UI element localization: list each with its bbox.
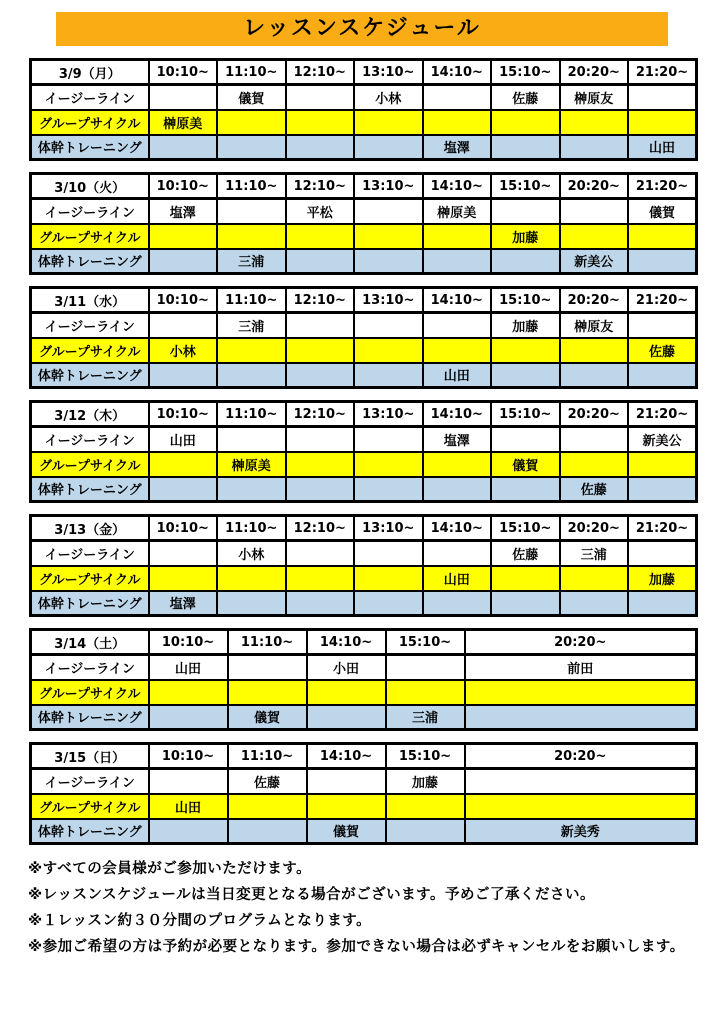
- schedule-cell: 榊原友: [560, 313, 629, 338]
- schedule-cell: 佐藤: [628, 338, 697, 363]
- schedule-cell: 小林: [354, 85, 423, 110]
- time-header-cell: 11:10~: [228, 744, 307, 769]
- date-cell: 3/13（金）: [31, 516, 149, 541]
- program-row: [31, 794, 697, 819]
- schedule-cell: [217, 224, 286, 249]
- date-cell: 3/10（火）: [31, 174, 149, 199]
- schedule-cell: 儀賀: [491, 452, 560, 477]
- schedule-cell: 儀賀: [307, 819, 386, 844]
- schedule-cell: [423, 224, 492, 249]
- row-label-cell: グループサイクル: [31, 680, 149, 705]
- schedule-cell: [560, 110, 629, 135]
- program-row: [31, 363, 697, 388]
- time-header-cell: 10:10~: [149, 516, 218, 541]
- schedule-cell: [149, 363, 218, 388]
- schedule-cell: [217, 591, 286, 616]
- schedule-cell: 佐藤: [491, 85, 560, 110]
- table-header-row: [31, 744, 697, 769]
- schedule-cell: [286, 313, 355, 338]
- date-cell: 3/14（土）: [31, 630, 149, 655]
- time-header-cell: 12:10~: [286, 174, 355, 199]
- schedule-cell: [628, 313, 697, 338]
- schedule-cell: 榊原美: [423, 199, 492, 224]
- program-row: [31, 452, 697, 477]
- schedule-cell: 小林: [217, 541, 286, 566]
- schedule-cell: [386, 819, 465, 844]
- time-header-cell: 14:10~: [423, 288, 492, 313]
- row-label-cell: 体幹トレーニング: [31, 819, 149, 844]
- schedule-cell: [149, 680, 228, 705]
- schedule-cell: [286, 85, 355, 110]
- program-row: [31, 591, 697, 616]
- schedule-cell: [286, 249, 355, 274]
- schedule-cell: [286, 591, 355, 616]
- time-header-cell: 21:20~: [628, 60, 697, 85]
- schedule-cell: [354, 135, 423, 160]
- schedule-cell: 山田: [628, 135, 697, 160]
- schedule-cell: [423, 452, 492, 477]
- schedule-cell: [423, 110, 492, 135]
- time-header-cell: 20:20~: [465, 744, 697, 769]
- time-header-cell: 20:20~: [560, 174, 629, 199]
- time-header-cell: 13:10~: [354, 60, 423, 85]
- time-header-cell: 21:20~: [628, 174, 697, 199]
- schedule-cell: [354, 249, 423, 274]
- schedule-tables-container: [28, 58, 696, 845]
- row-label-cell: 体幹トレーニング: [31, 135, 149, 160]
- footnotes: [28, 856, 696, 960]
- schedule-cell: [465, 769, 697, 794]
- time-header-cell: 21:20~: [628, 402, 697, 427]
- page-title: レッスンスケジュール: [56, 12, 668, 46]
- row-label-cell: 体幹トレーニング: [31, 249, 149, 274]
- schedule-cell: [628, 477, 697, 502]
- schedule-cell: 小林: [149, 338, 218, 363]
- schedule-cell: [354, 452, 423, 477]
- time-header-cell: 20:20~: [560, 516, 629, 541]
- schedule-cell: [491, 363, 560, 388]
- schedule-cell: [149, 477, 218, 502]
- date-cell: 3/9（月）: [31, 60, 149, 85]
- row-label-cell: グループサイクル: [31, 452, 149, 477]
- time-header-cell: 10:10~: [149, 744, 228, 769]
- row-label-cell: イージーライン: [31, 655, 149, 680]
- program-row: [31, 566, 697, 591]
- schedule-cell: [149, 313, 218, 338]
- schedule-cell: [354, 427, 423, 452]
- schedule-cell: [228, 819, 307, 844]
- schedule-cell: [560, 363, 629, 388]
- schedule-cell: [217, 566, 286, 591]
- time-header-cell: 10:10~: [149, 60, 218, 85]
- row-label-cell: グループサイクル: [31, 224, 149, 249]
- time-header-cell: 15:10~: [491, 174, 560, 199]
- schedule-cell: [286, 338, 355, 363]
- schedule-cell: [228, 655, 307, 680]
- schedule-cell: [423, 477, 492, 502]
- schedule-cell: [491, 591, 560, 616]
- time-header-cell: 11:10~: [217, 60, 286, 85]
- time-header-cell: 13:10~: [354, 516, 423, 541]
- schedule-cell: [149, 566, 218, 591]
- schedule-cell: [217, 199, 286, 224]
- schedule-cell: [560, 224, 629, 249]
- note-line: ※１レッスン約３０分間のプログラムとなります。: [28, 913, 372, 929]
- schedule-cell: [286, 427, 355, 452]
- schedule-cell: [423, 313, 492, 338]
- schedule-cell: [560, 199, 629, 224]
- schedule-cell: [149, 135, 218, 160]
- schedule-cell: [286, 363, 355, 388]
- row-label-cell: グループサイクル: [31, 794, 149, 819]
- program-row: [31, 313, 697, 338]
- schedule-table: [29, 514, 698, 617]
- schedule-cell: [491, 249, 560, 274]
- program-row: [31, 110, 697, 135]
- schedule-cell: [149, 249, 218, 274]
- schedule-cell: 塩澤: [423, 135, 492, 160]
- schedule-cell: [386, 655, 465, 680]
- schedule-cell: [307, 680, 386, 705]
- schedule-cell: [423, 249, 492, 274]
- schedule-cell: [491, 135, 560, 160]
- table-header-row: [31, 402, 697, 427]
- program-row: [31, 680, 697, 705]
- time-header-cell: 20:20~: [465, 630, 697, 655]
- table-header-row: [31, 516, 697, 541]
- row-label-cell: 体幹トレーニング: [31, 477, 149, 502]
- time-header-cell: 12:10~: [286, 516, 355, 541]
- table-header-row: [31, 174, 697, 199]
- schedule-cell: 山田: [149, 655, 228, 680]
- row-label-cell: グループサイクル: [31, 566, 149, 591]
- schedule-cell: [628, 224, 697, 249]
- program-row: [31, 427, 697, 452]
- schedule-cell: [560, 566, 629, 591]
- schedule-cell: [307, 769, 386, 794]
- time-header-cell: 14:10~: [423, 402, 492, 427]
- program-row: [31, 249, 697, 274]
- time-header-cell: 14:10~: [423, 174, 492, 199]
- row-label-cell: イージーライン: [31, 769, 149, 794]
- schedule-table: [29, 58, 698, 161]
- time-header-cell: 11:10~: [217, 288, 286, 313]
- schedule-cell: 榊原友: [560, 85, 629, 110]
- time-header-cell: 13:10~: [354, 288, 423, 313]
- time-header-cell: 20:20~: [560, 288, 629, 313]
- schedule-cell: [286, 224, 355, 249]
- time-header-cell: 10:10~: [149, 630, 228, 655]
- schedule-cell: [217, 338, 286, 363]
- schedule-cell: [354, 363, 423, 388]
- schedule-cell: [386, 680, 465, 705]
- time-header-cell: 10:10~: [149, 174, 218, 199]
- schedule-cell: [560, 427, 629, 452]
- date-cell: 3/11（水）: [31, 288, 149, 313]
- schedule-cell: 儀賀: [217, 85, 286, 110]
- schedule-cell: [354, 313, 423, 338]
- time-header-cell: 14:10~: [307, 630, 386, 655]
- schedule-cell: [286, 541, 355, 566]
- time-header-cell: 11:10~: [217, 402, 286, 427]
- schedule-cell: 山田: [149, 427, 218, 452]
- time-header-cell: 10:10~: [149, 402, 218, 427]
- time-header-cell: 10:10~: [149, 288, 218, 313]
- schedule-cell: 塩澤: [149, 591, 218, 616]
- schedule-cell: [217, 363, 286, 388]
- row-label-cell: イージーライン: [31, 541, 149, 566]
- schedule-cell: [423, 85, 492, 110]
- time-header-cell: 15:10~: [386, 630, 465, 655]
- row-label-cell: イージーライン: [31, 85, 149, 110]
- schedule-cell: [149, 769, 228, 794]
- schedule-cell: [628, 541, 697, 566]
- schedule-cell: [149, 705, 228, 730]
- schedule-cell: [217, 135, 286, 160]
- schedule-table: [29, 400, 698, 503]
- note-line: ※レッスンスケジュールは当日変更となる場合がございます。予めご了承ください。: [28, 887, 595, 903]
- time-header-cell: 11:10~: [217, 516, 286, 541]
- schedule-cell: [149, 819, 228, 844]
- schedule-cell: [149, 541, 218, 566]
- schedule-cell: 塩澤: [149, 199, 218, 224]
- schedule-cell: [354, 477, 423, 502]
- schedule-cell: 三浦: [386, 705, 465, 730]
- schedule-cell: [628, 249, 697, 274]
- program-row: [31, 705, 697, 730]
- row-label-cell: 体幹トレーニング: [31, 363, 149, 388]
- schedule-cell: [149, 224, 218, 249]
- schedule-cell: [465, 680, 697, 705]
- time-header-cell: 21:20~: [628, 516, 697, 541]
- time-header-cell: 20:20~: [560, 60, 629, 85]
- table-header-row: [31, 288, 697, 313]
- time-header-cell: 12:10~: [286, 60, 355, 85]
- program-row: [31, 819, 697, 844]
- schedule-cell: 三浦: [217, 249, 286, 274]
- time-header-cell: 20:20~: [560, 402, 629, 427]
- time-header-cell: 13:10~: [354, 174, 423, 199]
- schedule-cell: [491, 566, 560, 591]
- schedule-cell: [307, 794, 386, 819]
- schedule-cell: 三浦: [217, 313, 286, 338]
- schedule-cell: [560, 452, 629, 477]
- time-header-cell: 14:10~: [423, 60, 492, 85]
- schedule-cell: [386, 794, 465, 819]
- row-label-cell: 体幹トレーニング: [31, 591, 149, 616]
- table-header-row: [31, 630, 697, 655]
- program-row: [31, 541, 697, 566]
- schedule-cell: 加藤: [628, 566, 697, 591]
- program-row: [31, 135, 697, 160]
- schedule-cell: [423, 541, 492, 566]
- schedule-cell: 佐藤: [491, 541, 560, 566]
- schedule-cell: [491, 427, 560, 452]
- schedule-cell: [354, 338, 423, 363]
- schedule-cell: [628, 110, 697, 135]
- date-cell: 3/15（日）: [31, 744, 149, 769]
- schedule-cell: [560, 591, 629, 616]
- schedule-cell: [423, 591, 492, 616]
- schedule-cell: [628, 452, 697, 477]
- time-header-cell: 21:20~: [628, 288, 697, 313]
- time-header-cell: 12:10~: [286, 402, 355, 427]
- schedule-cell: [465, 794, 697, 819]
- schedule-cell: [228, 680, 307, 705]
- schedule-table: [29, 742, 698, 845]
- schedule-cell: [217, 477, 286, 502]
- time-header-cell: 15:10~: [491, 60, 560, 85]
- schedule-cell: 新美公: [560, 249, 629, 274]
- schedule-cell: [286, 452, 355, 477]
- schedule-cell: [560, 135, 629, 160]
- time-header-cell: 13:10~: [354, 402, 423, 427]
- schedule-cell: [286, 477, 355, 502]
- program-row: [31, 85, 697, 110]
- schedule-cell: 塩澤: [423, 427, 492, 452]
- schedule-cell: 新美公: [628, 427, 697, 452]
- note-line: ※参加ご希望の方は予約が必要となります。参加できない場合は必ずキャンセルをお願いします。: [28, 939, 685, 955]
- schedule-table: [29, 286, 698, 389]
- schedule-cell: [228, 794, 307, 819]
- schedule-table: [29, 628, 698, 731]
- time-header-cell: 15:10~: [491, 402, 560, 427]
- schedule-cell: [307, 705, 386, 730]
- row-label-cell: イージーライン: [31, 199, 149, 224]
- schedule-cell: 三浦: [560, 541, 629, 566]
- schedule-cell: [465, 705, 697, 730]
- schedule-cell: [354, 224, 423, 249]
- schedule-cell: 佐藤: [560, 477, 629, 502]
- table-header-row: [31, 60, 697, 85]
- row-label-cell: グループサイクル: [31, 338, 149, 363]
- date-cell: 3/12（木）: [31, 402, 149, 427]
- schedule-cell: 儀賀: [628, 199, 697, 224]
- schedule-cell: 新美秀: [465, 819, 697, 844]
- program-row: [31, 655, 697, 680]
- schedule-cell: [423, 338, 492, 363]
- program-row: [31, 338, 697, 363]
- schedule-cell: [354, 566, 423, 591]
- schedule-cell: [628, 85, 697, 110]
- schedule-cell: 平松: [286, 199, 355, 224]
- schedule-cell: 儀賀: [228, 705, 307, 730]
- schedule-cell: [286, 135, 355, 160]
- schedule-cell: [628, 591, 697, 616]
- schedule-cell: 榊原美: [217, 452, 286, 477]
- row-label-cell: イージーライン: [31, 427, 149, 452]
- time-header-cell: 15:10~: [491, 516, 560, 541]
- time-header-cell: 12:10~: [286, 288, 355, 313]
- schedule-cell: [217, 110, 286, 135]
- schedule-cell: [354, 199, 423, 224]
- schedule-table: [29, 172, 698, 275]
- schedule-cell: 佐藤: [228, 769, 307, 794]
- schedule-cell: [491, 338, 560, 363]
- schedule-cell: [491, 477, 560, 502]
- time-header-cell: 11:10~: [228, 630, 307, 655]
- schedule-cell: 小田: [307, 655, 386, 680]
- schedule-cell: [491, 199, 560, 224]
- time-header-cell: 15:10~: [386, 744, 465, 769]
- time-header-cell: 14:10~: [307, 744, 386, 769]
- schedule-cell: 加藤: [491, 224, 560, 249]
- schedule-cell: [286, 566, 355, 591]
- row-label-cell: イージーライン: [31, 313, 149, 338]
- schedule-cell: [149, 452, 218, 477]
- row-label-cell: グループサイクル: [31, 110, 149, 135]
- note-line: ※すべての会員様がご参加いただけます。: [28, 861, 312, 877]
- row-label-cell: 体幹トレーニング: [31, 705, 149, 730]
- schedule-cell: [354, 110, 423, 135]
- schedule-cell: [217, 427, 286, 452]
- program-row: [31, 199, 697, 224]
- schedule-cell: [354, 541, 423, 566]
- time-header-cell: 14:10~: [423, 516, 492, 541]
- time-header-cell: 15:10~: [491, 288, 560, 313]
- schedule-cell: 山田: [423, 566, 492, 591]
- schedule-cell: 山田: [423, 363, 492, 388]
- schedule-cell: [149, 85, 218, 110]
- schedule-cell: [560, 338, 629, 363]
- schedule-cell: [491, 110, 560, 135]
- program-row: [31, 477, 697, 502]
- schedule-cell: 加藤: [386, 769, 465, 794]
- schedule-cell: 山田: [149, 794, 228, 819]
- schedule-cell: [286, 110, 355, 135]
- schedule-cell: 加藤: [491, 313, 560, 338]
- schedule-cell: [354, 591, 423, 616]
- schedule-cell: 前田: [465, 655, 697, 680]
- schedule-cell: 榊原美: [149, 110, 218, 135]
- program-row: [31, 769, 697, 794]
- time-header-cell: 11:10~: [217, 174, 286, 199]
- schedule-cell: [628, 363, 697, 388]
- program-row: [31, 224, 697, 249]
